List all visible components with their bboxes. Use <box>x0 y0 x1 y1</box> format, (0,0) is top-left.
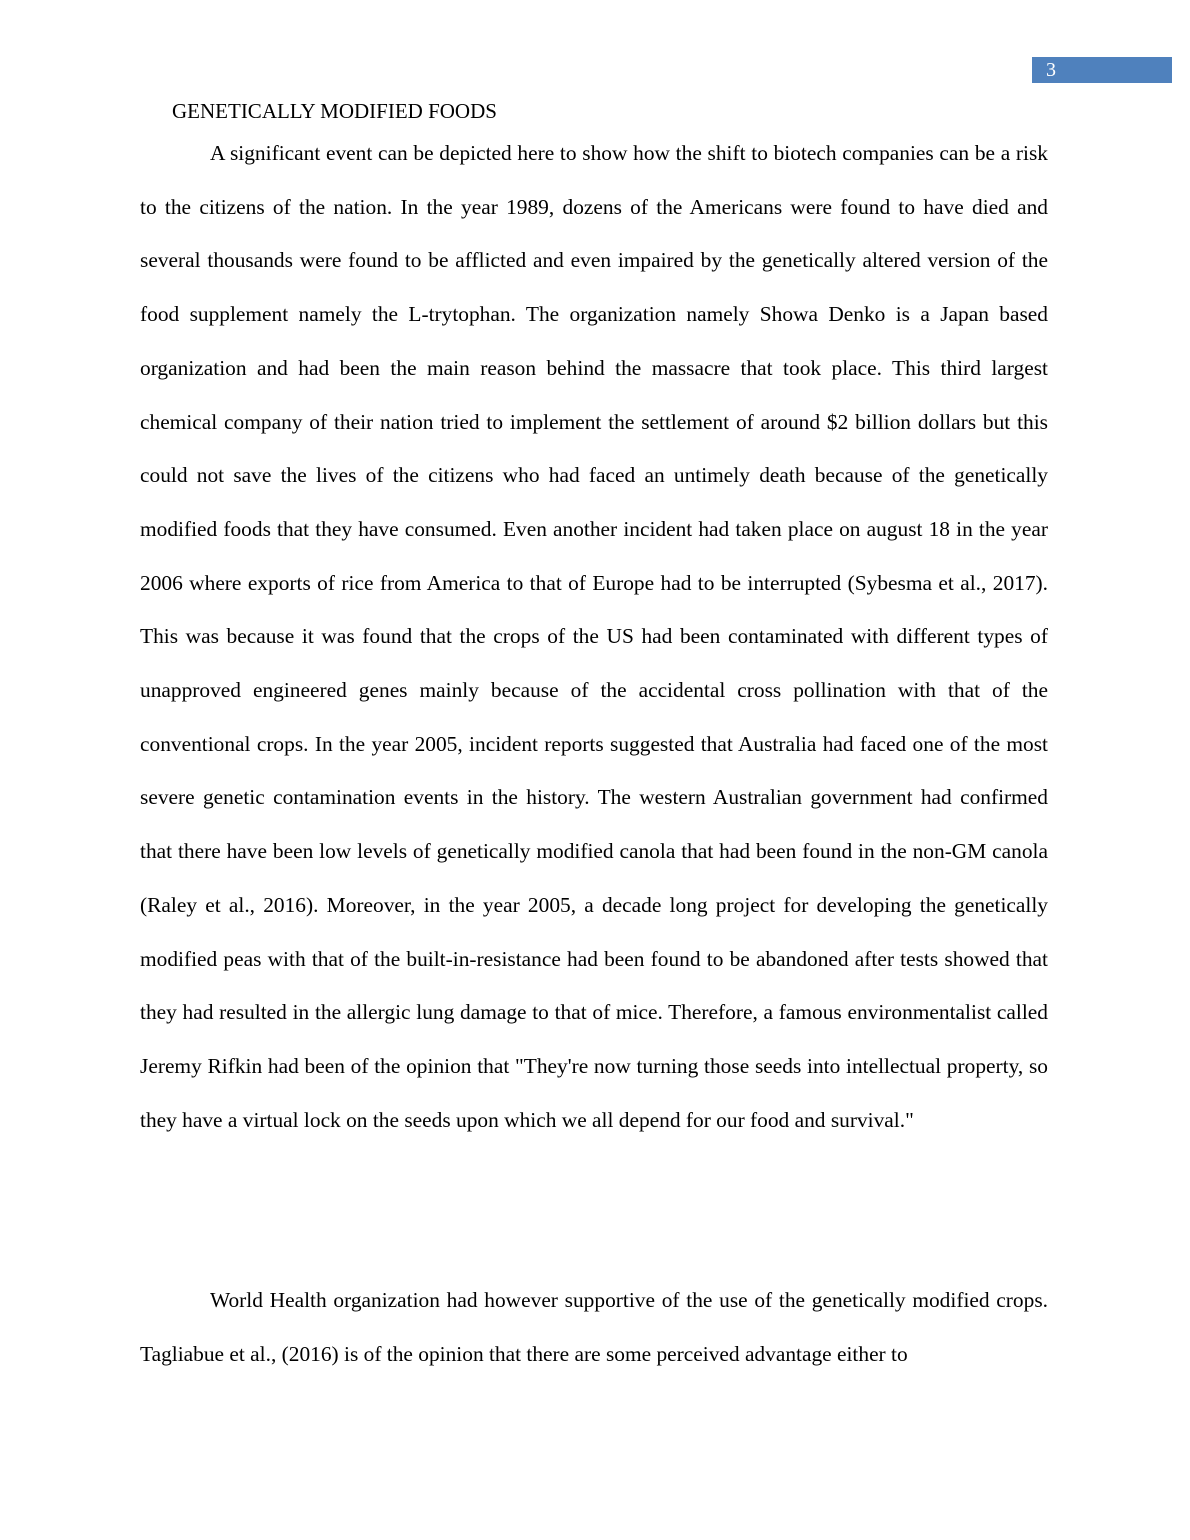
page-number-badge <box>1032 57 1172 83</box>
page-number: 3 <box>1046 59 1056 81</box>
body-paragraph-1: A significant event can be depicted here to show how the shift to biotech companies can be a risk to the citizens of the nation. In the year 1989, dozens of the Americans were found to have died and several thousands were found to be afflicted and even impaired by the genetically altered version of the food supplement namely the L-trytophan. The organization namely Showa Denko is a Japan based organization and had been the main reason behind the massacre that took place. This third largest chemical company of their nation tried to implement the settlement of around $2 billion dollars but this could not save the lives of the citizens who had faced an untimely death because of the genetically modified foods that they have consumed. Even another incident had taken place on august 18 in the year 2006 where exports of rice from America to that of Europe had to be interrupted (Sybesma et al., 2017). This was because it was found that the crops of the US had been contaminated with different types of unapproved engineered genes mainly because of the accidental cross pollination with that of the conventional crops. In the year 2005, incident reports suggested that Australia had faced one of the most severe genetic contamination events in the history. The western Australian government had confirmed that there have been low levels of genetically modified canola that had been found in the non-GM canola (Raley et al., 2016). Moreover, in the year 2005, a decade long project for developing the genetically modified peas with that of the built-in-resistance had been found to be abandoned after tests showed that they had resulted in the allergic lung damage to that of mice. Therefore, a famous environmentalist called Jeremy Rifkin had been of the opinion that "They're now turning those seeds into intellectual property, so they have a virtual lock on the seeds upon which we all depend for our food and survival." <box>140 141 1048 1132</box>
running-head: GENETICALLY MODIFIED FOODS <box>172 99 497 123</box>
body-paragraph-2: World Health organization had however supportive of the use of the genetically modified crops. Tagliabue et al., (2016) is of the opinion that there are some perceived advantage either to <box>140 1288 1048 1366</box>
